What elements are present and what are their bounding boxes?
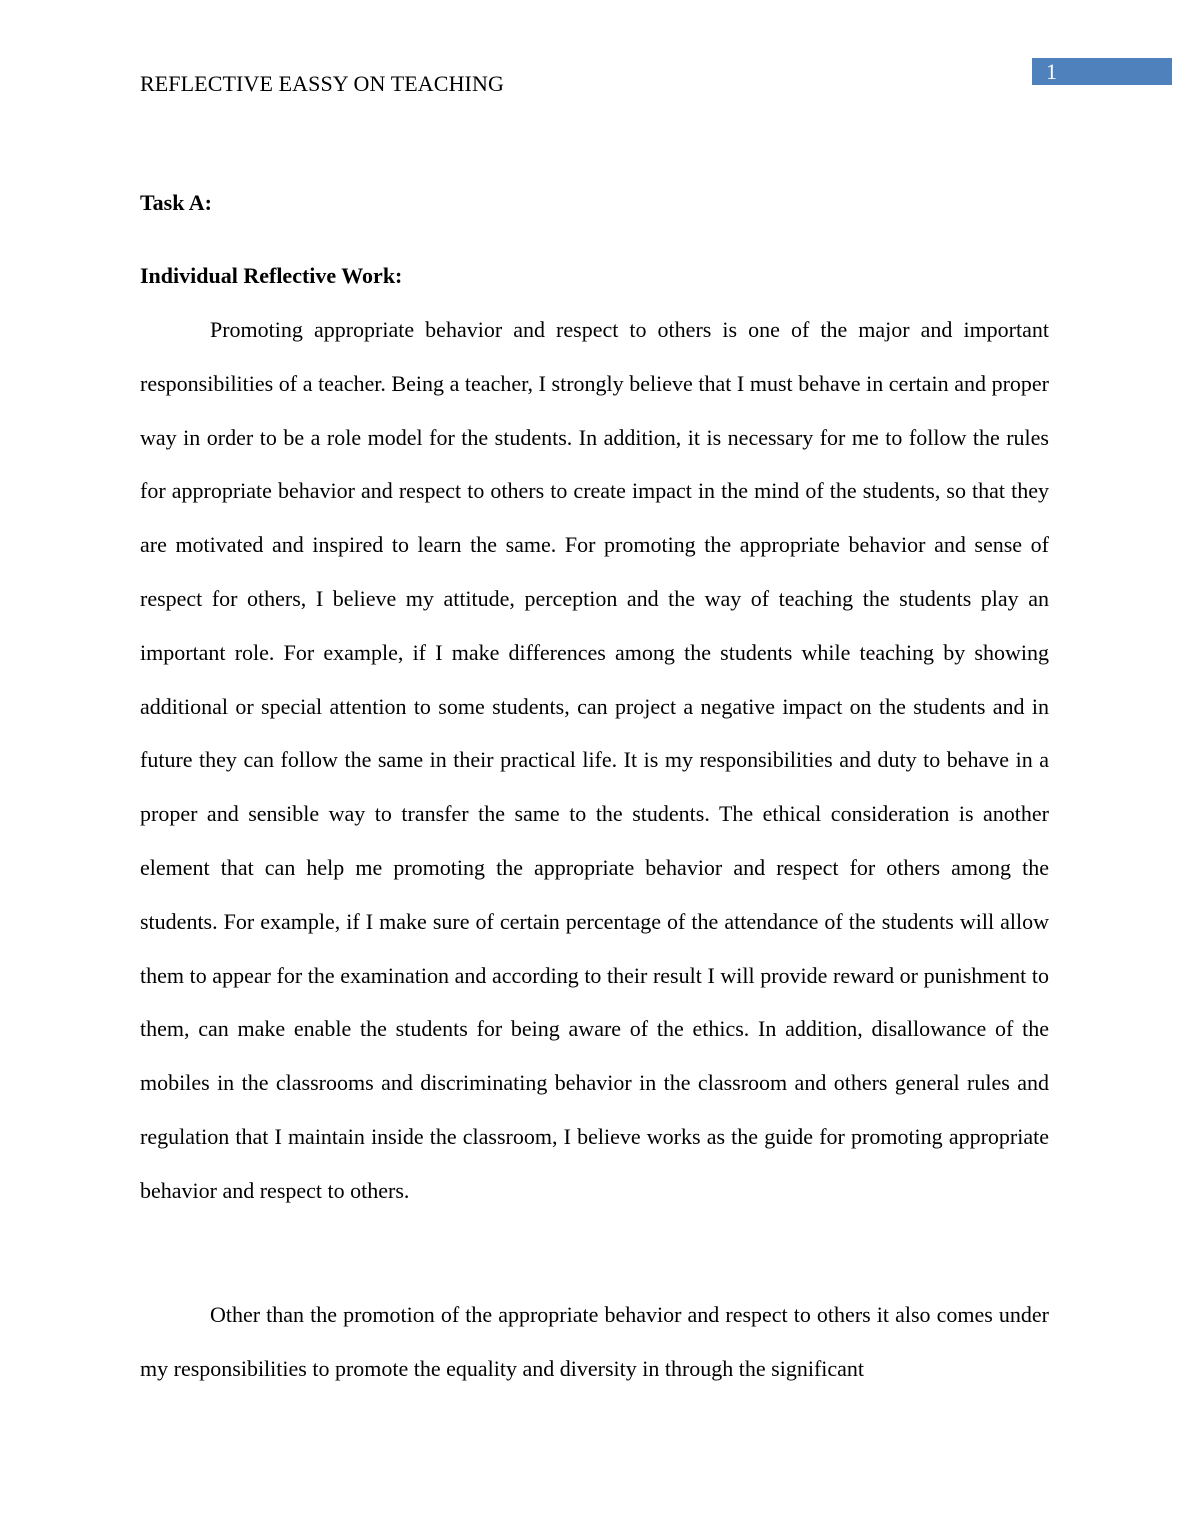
running-head: REFLECTIVE EASSY ON TEACHING — [140, 71, 504, 96]
section-heading: Individual Reflective Work: — [140, 263, 403, 288]
body-paragraph-2: Other than the promotion of the appropriate behavior and respect to others it also comes under my responsibilities to promote the equality and diversity in through the significant — [140, 1302, 1049, 1381]
task-heading: Task A: — [140, 190, 212, 215]
page-number: 1 — [1046, 59, 1057, 84]
page-number-box — [1032, 58, 1172, 85]
body-paragraph-1: Promoting appropriate behavior and respect to others is one of the major and important responsibilities of a teacher. Being a teacher, I strongly believe that I must behave in certain and proper way in order to be a role model for the students. In addition, it is necessary for me to follow the rules for appropriate behavior and respect to others to create impact in the mind of the students, so that they are motivated and inspired to learn the same. For promoting the appropriate behavior and sense of respect for others, I believe my attitude, perception and the way of teaching the students play an important role. For example, if I make differences among the students while teaching by showing additional or special attention to some students, can project a negative impact on the students and in future they can follow the same in their practical life. It is my responsibilities and duty to behave in a proper and sensible way to transfer the same to the students. The ethical consideration is another element that can help me promoting the appropriate behavior and respect for others among the students. For example, if I make sure of certain percentage of the attendance of the students will allow them to appear for the examination and according to their result I will provide reward or punishment to them, can make enable the students for being aware of the ethics. In addition, disallowance of the mobiles in the classrooms and discriminating behavior in the classroom and others general rules and regulation that I maintain inside the classroom, I believe works as the guide for promoting appropriate behavior and respect to others. — [140, 317, 1049, 1203]
